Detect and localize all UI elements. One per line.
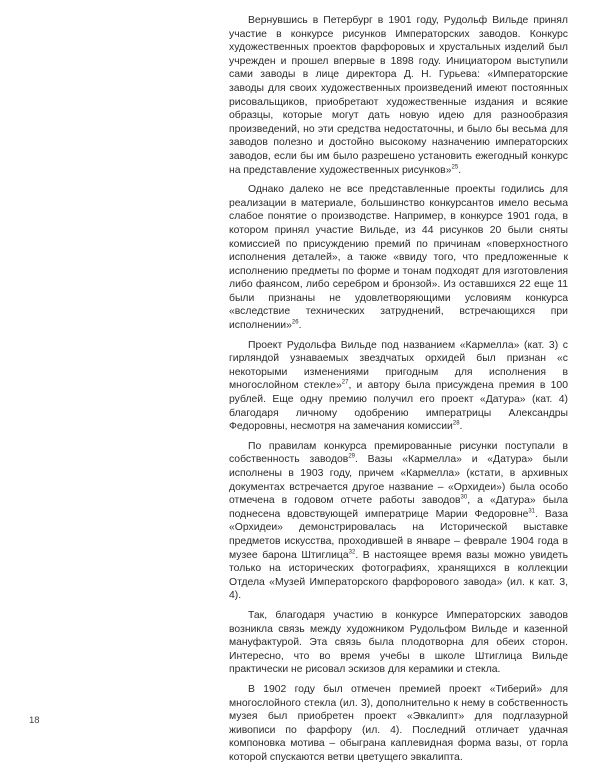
footnote-ref: 28 [452, 420, 460, 427]
paragraph-text: По правилам конкурса премированные рисунки поступали в собственность заводов [229, 440, 568, 466]
paragraph-text: . [458, 164, 462, 176]
footnote-ref: 29 [348, 453, 356, 460]
paragraph [229, 339, 568, 434]
footnote-ref: 32 [348, 549, 356, 556]
paragraph-text: . Вазы «Кармелла» и «Датура» были исполнены в 1903 году, причем «Кармелла» (кстати, в архивных документах встречается другое название – «Орхидеи») была особо отмечена в годовом отчете работы заводов [229, 454, 568, 507]
paragraph [229, 183, 568, 333]
paragraph-text: . [298, 320, 302, 332]
article-body [229, 14, 568, 770]
paragraph-text: В 1902 году был отмечен премией проект «Тиберий» для многослойного стекла (ил. 3), дополнительно к нему в собственность музея был приобретен проект «Эвкалипт» для подглазурной живописи по фарфору (ил. 4). Последний отличает удачная компоновка мотива – обыграна каплевидная форма вазы, от горла которой спускаются ветви цветущего эвкалипта. [229, 683, 568, 763]
page-number: 18 [29, 715, 40, 726]
paragraph [229, 14, 568, 177]
footnote-ref: 30 [460, 494, 468, 501]
paragraph-text: . Ваза «Орхидеи» демонстрировалась на Исторической выставке предметов искусства, проходившей в январе – феврале 1904 года в музее барона Штиглица [229, 508, 568, 561]
footnote-ref: 25 [451, 164, 459, 171]
footnote-ref: 27 [341, 379, 349, 386]
paragraph-text: Проект Рудольфа Вильде под названием «Кармелла» (кат. 3) с гирляндой узнаваемых звездчатых орхидей был признан «с некоторыми изменениями пригодным для исполнения в многослойном стекле» [229, 339, 568, 392]
paragraph-text: . В настоящее время вазы можно увидеть только на исторических фотографиях, хранящихся в коллекции Отдела «Музей Императорского фарфорового завода» (ил. к кат. 3, 4). [229, 549, 568, 602]
footnote-ref: 26 [291, 319, 299, 326]
paragraph-text: Вернувшись в Петербург в 1901 году, Рудольф Вильде принял участие в конкурсе рисунков Императорских заводов. Конкурс художественных проектов фарфоровых и хрустальных изделий был учрежден и прошел впервые в 1898 году. Инициатором выступили сами заводы в лице директора Д. Н. Гурьева: «Императорские заводы для своих художественных произведений имеют постоянных рисовальщиков, приобретают художественные издания и всякие образцы, которые могут дать новую идею для разнообразия произведений, но эти средства недостаточны, и было бы весьма для заводов полезно и достойно высокому назначению императорских заводов, если бы им было разрешено установить ежегодный конкурс на представление художественных рисунков» [229, 15, 568, 176]
paragraph-text: Однако далеко не все представленные проекты годились для реализации в материале, большинство конкурсантов имело весьма слабое понятие о производстве. Например, в конкурсе 1901 года, в котором принял участие Вильде, из 44 рисунков 20 были сняты комиссией по присуждению премий по причинам «поверхностного исполнения деталей», а также «ввиду того, что предложенные к исполнению предметы по форме и тонам подходят для изготовления либо фаянсом, либо серебром и бронзой». Из оставшихся 22 еще 11 были признаны не удовлетворяющими условиям конкурса «вследствие технических затруднений, встречающихся при исполнении» [229, 184, 568, 332]
paragraph-text: . [459, 421, 463, 433]
paragraph [229, 609, 568, 677]
paragraph [229, 683, 568, 765]
paragraph-text: , а «Датура» была поднесена вдовствующей императрице Марии Федоровне [229, 495, 568, 520]
paragraph [229, 440, 568, 603]
paragraph-text: , и автору была присуждена премия в 100 рублей. Еще одну премию получил его проект «Датура» (кат. 4) благодаря личному одобрению императрицы Александры Федоровны, несмотря на замечания комиссии [229, 380, 568, 433]
footnote-ref: 31 [528, 508, 536, 515]
paragraph-text: Так, благодаря участию в конкурсе Императорских заводов возникла связь между художником Рудольфом Вильде и казенной мануфактурой. Эта связь была плодотворна для обеих сторон. Интересно, что во время учебы в школе Штиглица Вильде практически не рисовал эскизов для керамики и стекла. [229, 609, 568, 676]
